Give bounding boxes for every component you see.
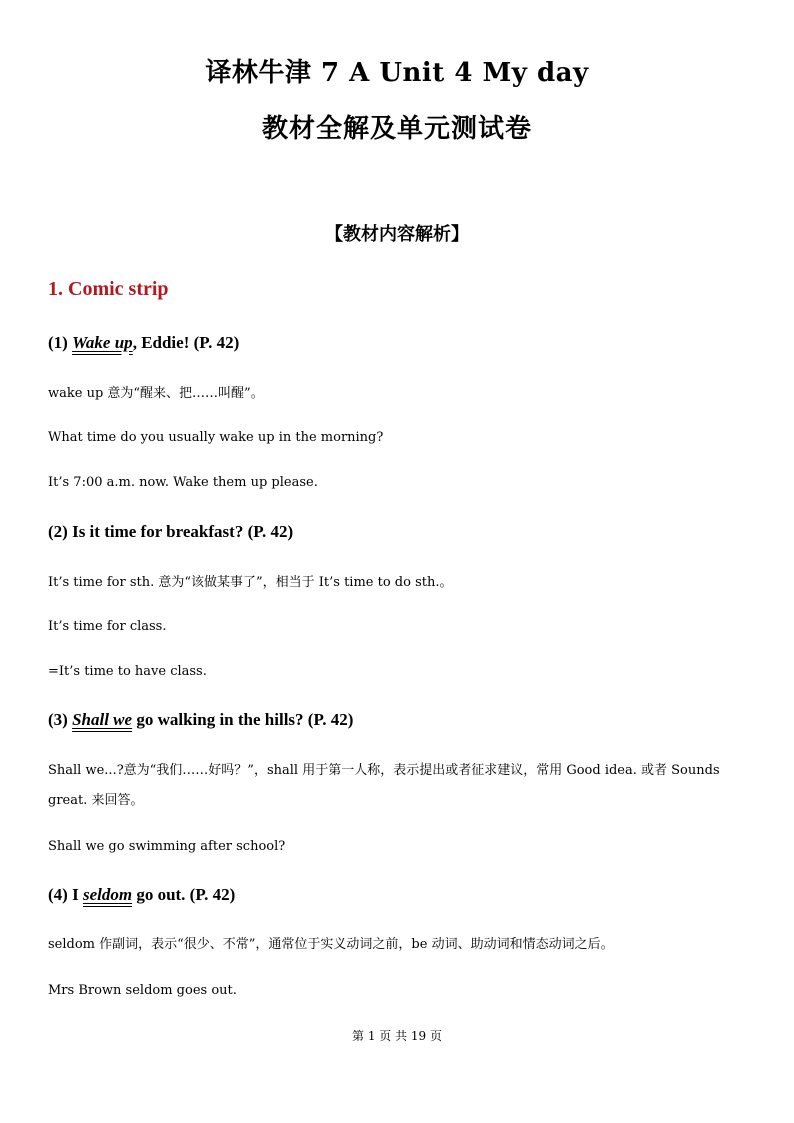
example-line: It’s time for class. bbox=[48, 619, 167, 634]
item-heading-rest: Is it time for breakfast? (P. 42) bbox=[72, 522, 294, 541]
item-heading bbox=[48, 710, 353, 730]
item-heading-rest: go out. (P. 42) bbox=[132, 885, 236, 904]
document-subtitle: 教材全解及单元测试卷 bbox=[261, 114, 532, 144]
item-heading bbox=[48, 522, 293, 542]
explanation-paragraph: Shall we...?意为“我们……好吗？”，shall 用于第一人称，表示提出或者征求建议，常用 Good idea. 或者 Sounds great. 来回答。 bbox=[48, 763, 720, 808]
item-heading bbox=[48, 885, 235, 905]
section-heading: 【教材内容解析】 bbox=[325, 224, 469, 245]
item-heading bbox=[48, 333, 239, 353]
item-number: (4) I bbox=[48, 885, 79, 904]
example-line: What time do you usually wake up in the morning? bbox=[48, 430, 384, 445]
page-footer: 第 1 页 共 19 页 bbox=[352, 1029, 442, 1043]
item-number: (1) bbox=[48, 333, 68, 352]
item-number: (2) bbox=[48, 522, 68, 541]
item-number: (3) bbox=[48, 710, 68, 729]
item-keyword: Wake up bbox=[72, 333, 133, 352]
explanation-line: wake up 意为“醒来、把……叫醒”。 bbox=[48, 386, 264, 401]
item-keyword: Shall we bbox=[72, 710, 133, 729]
example-line: Mrs Brown seldom goes out. bbox=[48, 983, 237, 998]
item-heading-rest: go walking in the hills? (P. 42) bbox=[132, 710, 354, 729]
example-line: Shall we go swimming after school? bbox=[48, 839, 286, 854]
item-heading-rest: , Eddie! (P. 42) bbox=[132, 333, 240, 352]
document-title: 译林牛津 7 A Unit 4 My day bbox=[205, 58, 589, 88]
part-heading: 1. Comic strip bbox=[48, 278, 169, 300]
explanation-line: seldom 作副词，表示“很少、不常”，通常位于实义动词之前，be 动词、助动词和情态动词之后。 bbox=[48, 937, 614, 952]
example-line: It’s 7:00 a.m. now. Wake them up please. bbox=[48, 475, 318, 490]
explanation-line: It’s time for sth. 意为“该做某事了”，相当于 It’s time to do sth.。 bbox=[48, 575, 453, 590]
example-line: =It’s time to have class. bbox=[48, 664, 207, 679]
item-keyword: seldom bbox=[82, 885, 133, 904]
